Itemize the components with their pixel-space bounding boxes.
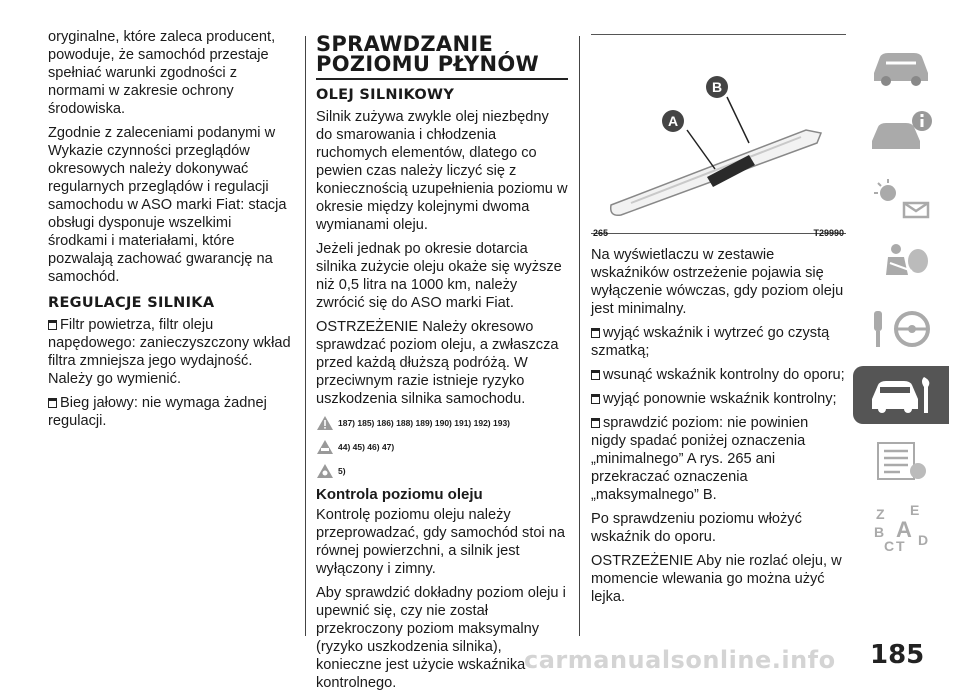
warning-ref-row [316, 438, 568, 456]
label-a: A [667, 113, 679, 129]
chapter-sidebar [853, 36, 960, 564]
car-dashboard-icon [866, 43, 936, 87]
bullet-text: wsunąć wskaźnik kontrolny do oporu; [603, 367, 845, 383]
warning-refs: 44) 45) 46) 47) [338, 442, 395, 452]
environment-warning-icon [316, 463, 334, 479]
bullet-item [591, 324, 846, 360]
svg-text:B: B [874, 524, 885, 540]
svg-text:Z: Z [876, 506, 885, 522]
subheading-bold: Kontrola poziomu oleju [316, 486, 483, 503]
chapter-tab-index[interactable] [853, 498, 949, 556]
svg-text:C: C [884, 538, 895, 553]
bullet-item [48, 316, 293, 388]
column-right [591, 26, 846, 612]
svg-text:T: T [896, 538, 905, 553]
warning-lights-icon [866, 175, 936, 219]
watermark: carmanualsonline.info [524, 646, 836, 674]
paragraph: Na wyświetlaczu w zestawie wskaźników ostrzeżenie pojawia się wyłączenie wówczas, gdy poziom oleju jest minimalny. [591, 247, 844, 317]
warning-triangle-icon [316, 415, 334, 431]
warning-refs: 5) [338, 466, 346, 476]
paragraph: OSTRZEŻENIE Należy okresowo sprawdzać poziom oleju, a zwłaszcza przed każdą dłuższą podróżą. W przeciwnym razie istnieje ryzyko uszkodzenia silnika samochodu. [316, 319, 559, 407]
chapter-tab-maintenance[interactable] [853, 366, 949, 424]
svg-text:A: A [896, 517, 912, 542]
bullet-item [48, 394, 293, 430]
dipstick-illustration [591, 35, 846, 233]
figure-code: T29990 [813, 228, 844, 238]
section-heading: REGULACJE SILNIKA [48, 295, 215, 311]
chapter-tab-driving[interactable] [853, 300, 949, 358]
svg-text:D: D [918, 532, 929, 548]
bullet-text: Bieg jałowy: nie wymaga żadnej regulacji. [48, 395, 267, 429]
chapter-tab-specs[interactable] [853, 432, 949, 490]
column-left [48, 28, 293, 436]
page-number: 185 [870, 640, 925, 670]
title-line: POZIOMU PŁYNÓW [316, 52, 539, 76]
bullet-text: Filtr powietrza, filtr oleju napędowego: zanieczyszczony wkład filtra zmniejsza jego wydajność. Należy go wymienić. [48, 317, 291, 387]
page-title [316, 34, 568, 80]
subsection-heading: OLEJ SILNIKOWY [316, 87, 455, 103]
bullet-text: sprawdzić poziom: nie powinien nigdy spadać poniżej oznaczenia „minimalnego” A rys. 265 ani przekraczać oznaczenia „maksymalnego” B. [591, 415, 809, 503]
paragraph: Po sprawdzeniu poziomu włożyć wskaźnik do oporu. [591, 511, 802, 545]
index-letters-icon [866, 501, 936, 553]
airbag-seat-icon [866, 241, 936, 285]
dipstick-figure [591, 34, 846, 238]
column-divider [305, 36, 306, 636]
paragraph: OSTRZEŻENIE Aby nie rozlać oleju, w momencie wlewania go można użyć lejka. [591, 553, 842, 605]
chapter-tab-info[interactable] [853, 102, 949, 160]
paragraph: Zgodnie z zaleceniami podanymi w Wykazie czynności przeglądów okresowych należy dokonywać regularnych przeglądów i regulacji samochodu w ASO marki Fiat: stacja obsługi dysponuje wszelkimi środkami i materiałami, które pozwalają zachować gwarancję na samochód. [48, 125, 287, 285]
paragraph: oryginalne, które zaleca producent, powoduje, że samochód przestaje spełniać warunki zgodności z normami w zakresie ochrony środowiska. [48, 29, 276, 117]
car-info-icon [866, 109, 936, 153]
bullet-text: wyjąć wskaźnik i wytrzeć go czystą szmatką; [591, 325, 830, 359]
column-middle [316, 34, 568, 698]
key-steering-icon [866, 307, 936, 351]
warning-ref-row [316, 414, 568, 432]
column-divider [579, 36, 580, 636]
bullet-item [591, 414, 846, 504]
warning-ref-row [316, 462, 568, 480]
chapter-tab-warnings[interactable] [853, 168, 949, 226]
title-line: SPRAWDZANIE [316, 32, 494, 56]
paragraph: Silnik zużywa zwykle olej niezbędny do smarowania i chłodzenia ruchomych elementów, dlatego co pewien czas należy liczyć się z koniecznością uzupełnienia poziomu w okresie między kolejnymi dwoma wymianami oleju. [316, 109, 568, 233]
paragraph: Kontrolę poziomu oleju należy przeprowadzać, gdy samochód stoi na równej powierzchni, a silnik jest wyłączony i zimny. [316, 507, 566, 577]
bullet-item [591, 366, 846, 384]
car-wrench-icon [866, 373, 936, 417]
chapter-tab-safety[interactable] [853, 234, 949, 292]
warning-refs: 187) 185) 186) 188) 189) 190) 191) 192) 193) [338, 418, 511, 428]
svg-text:E: E [910, 502, 920, 518]
chapter-tab-dashboard[interactable] [853, 36, 949, 94]
paragraph: Aby sprawdzić dokładny poziom oleju i upewnić się, czy nie został przekroczony poziom maksymalny (ryzyko uszkodzenia silnika), konieczne jest użycie wskaźnika kontrolnego. [316, 585, 566, 691]
car-damage-warning-icon [316, 439, 334, 455]
bullet-text: wyjąć ponownie wskaźnik kontrolny; [603, 391, 837, 407]
paragraph: Jeżeli jednak po okresie dotarcia silnika zużycie oleju okaże się wyższe niż 0,5 litra na 1000 km, należy zwrócić się do ASO marki Fiat. [316, 241, 562, 311]
specs-list-icon [866, 439, 936, 483]
figure-number: 265 [593, 228, 609, 238]
label-b: B [711, 79, 723, 95]
bullet-item [591, 390, 846, 408]
